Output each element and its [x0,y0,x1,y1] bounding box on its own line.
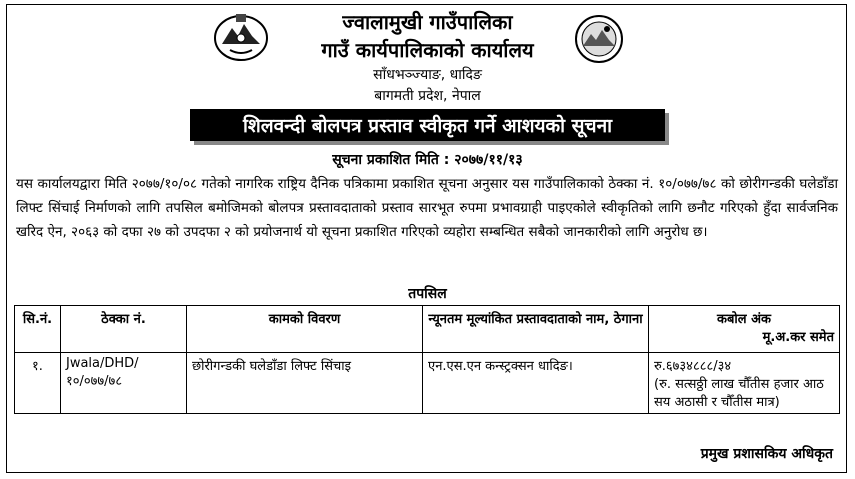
cell-description: छोरीगन्डकी घलेडाँडा लिफ्ट सिंचाइ [187,353,423,414]
amount-words: (रु. सत्सठ्ठी लाख चौँतीस हजार आठ सय अठासी र चौँतीस मात्र) [654,377,824,410]
amount-figure: रु.६७३४८८८/३४ [654,359,732,374]
office-address: साँधभञ्ज्याङ, धादिङ [373,67,482,83]
header-description: कामको विवरण [187,306,423,353]
cell-contract-no: Jwala/DHD/ १०/०७७/७८ [61,353,187,414]
cell-sn: १. [15,353,61,414]
signatory-title: प्रमुख प्रशासकिय अधिकृत [700,446,833,462]
cell-amount [649,353,840,414]
table-heading: तपसिल [408,286,447,302]
header-sn: सि.नं. [15,306,61,353]
header-amount-line2: मू.अ.कर समेत [762,330,834,345]
table-header-row [15,306,840,353]
published-date: सूचना प्रकाशित मिति : २०७७/११/१३ [332,152,523,168]
office-name: गाउँ कार्यपालिकाको कार्यालय [321,38,534,62]
cell-bidder: एन.एस.एन कन्स्ट्रक्सन धादिङ। [423,353,649,414]
header-contract-no: ठेक्का नं. [61,306,187,353]
notice-title: शिलवन्दी बोलपत्र प्रस्ताव स्वीकृत गर्ने आशयको सूचना [242,115,613,137]
tender-table [14,305,840,414]
header-amount [649,306,840,353]
notice-body: यस कार्यालयद्वारा मिति २०७७/१०/०८ गतेको नागरिक राष्ट्रिय दैनिक पत्रिकामा प्रकाशित सूचना अनुसार यस गाउँपालिकाको ठेक्का नं. १०/०७७/७८ को छोरीगन्डकी घलेडाँडा लिफ्ट सिंचाई निर्माणको लागि तपसिल बमोजिमको बोलपत्र प्रस्तावदाताको प्रस्ताव सारभूत रुपमा प्रभावग्राही पाइएकोले स्वीकृतिको लागि छनौट गरिएको हुँदा सार्वजनिक खरिद ऐन, २०६३ को दफा २७ को उपदफा २ को प्रयोजनार्थ यो सूचना प्रकाशित गरिएको व्यहोरा सम्बन्धित सबैको जानकारीको लागि अनुरोध छ। [16,176,838,240]
header-amount-line1: कबोल अंक [716,312,772,327]
province-country: बागमती प्रदेश, नेपाल [374,88,481,104]
municipality-name: ज्वालामुखी गाउँपालिका [342,10,513,34]
notice-title-banner [190,109,665,141]
table-row [15,353,840,414]
header-bidder: न्यूनतम मूल्यांकित प्रस्तावदाताको नाम, ठेगाना [423,306,649,353]
